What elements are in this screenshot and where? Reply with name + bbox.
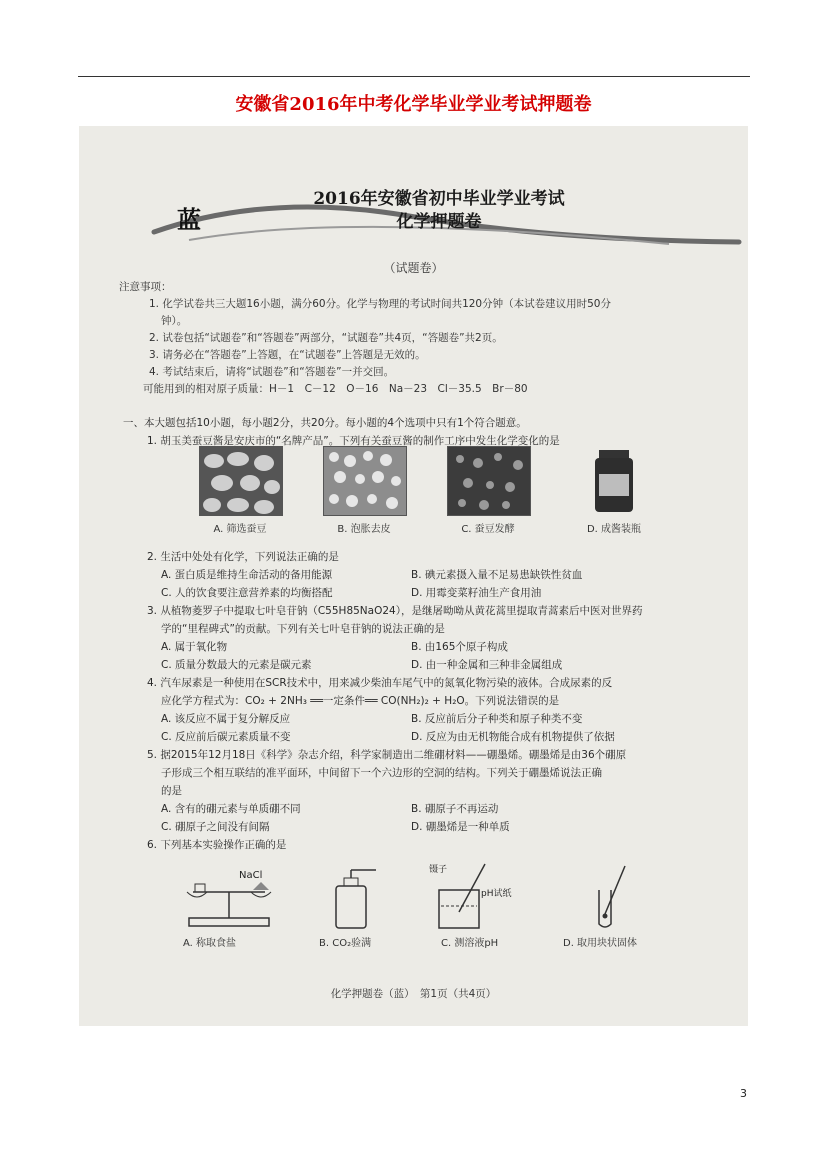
q3-option-d: D. 由一种金属和三种非金属组成 [411,659,563,671]
q2-option-b: B. 碘元素摄入量不足易患缺铁性贫血 [411,569,583,581]
question-6: 6. 下列基本实验操作正确的是 [147,839,287,851]
instruction-item: 3. 请务必在“答题卷”上答题，在“试题卷”上答题是无效的。 [149,349,426,361]
q2-option-c: C. 人的饮食要注意营养素的均衡搭配 [161,587,333,599]
q5-option-a: A. 含有的硼元素与单质硼不同 [161,803,301,815]
q2-option-a: A. 蛋白质是维持生命活动的备用能源 [161,569,333,581]
q6-option-b: B. CO₂验满 [319,938,372,949]
exam-title-line2: 化学押题卷 [396,212,482,232]
q3-option-a: A. 属于氧化物 [161,641,228,653]
q3-options [119,638,731,656]
q3-option-b: B. 由165个原子构成 [411,641,508,653]
beaker-ph-icon [429,862,539,932]
question-4-cont: 应化学方程式为：CO₂ + 2NH₃ ══一定条件══ CO(NH₂)₂ + H₂O。下列说法错误的是 [161,695,560,707]
exam-title-line1: 2016年安徽省初中毕业学业考试 [313,189,565,209]
fermented-beans-photo-icon [447,446,531,516]
beans-photo-icon [199,446,283,516]
q4-option-a: A. 该反应不属于复分解反应 [161,713,291,725]
nacl-annotation: NaCl [239,870,263,881]
q4-options [119,728,731,746]
top-rule [78,76,750,77]
question-5: 5. 据2015年12月18日《科学》杂志介绍，科学家制造出二维硼材料——硼墨烯。硼墨烯是由36个硼原 [147,749,627,761]
exam-subtitle: （试题卷） [383,261,444,275]
test-tube-icon [589,862,649,932]
document-heading: 安徽省2016年中考化学毕业学业考试押题卷 [235,94,592,115]
question-2: 2. 生活中处处有化学，下列说法正确的是 [147,551,339,563]
question-5-cont: 子形成三个相互联结的准平面环，中间留下一个六边形的空洞的结构。下列关于硼墨烯说法正确 [161,767,602,779]
question-4: 4. 汽车尿素是一种使用在SCR技术中，用来减少柴油车尾气中的氮氧化物污染的液体。合成尿素的反 [147,677,613,689]
q5-options [119,800,731,818]
q4-option-d: D. 反应为由无机物能合成有机物提供了依据 [411,731,615,743]
q1-option-a: A. 筛选蚕豆 [213,524,267,535]
exam-header [79,126,748,256]
balance-scale-icon [179,868,279,930]
q5-option-d: D. 硼墨烯是一种单质 [411,821,510,833]
q2-options [119,584,731,602]
q6-option-a: A. 称取食盐 [183,938,237,949]
atomic-masses: 可能用到的相对原子质量：H－1 C－12 O－16 Na－23 Cl－35.5 Br－80 [143,383,528,395]
tweezers-annotation: 镊子 [429,865,448,875]
q3-options [119,656,731,674]
q1-option-b: B. 泡胀去皮 [337,524,391,535]
q6-option-d: D. 取用块状固体 [563,938,638,949]
instructions-label: 注意事项： [119,281,172,293]
question-3: 3. 从植物菱罗子中提取七叶皂苷钠（C55H85NaO24），是继屠呦呦从黄花蒿里提取青蒿素后中医对世界药 [147,605,643,617]
q2-option-d: D. 用霉变菜籽油生产食用油 [411,587,542,599]
q6-diagrams [179,865,699,958]
instruction-item: 1. 化学试卷共三大题16小题，满分60分。化学与物理的考试时间共120分钟（本试卷建议用时50分 [149,298,611,310]
q5-options [119,818,731,836]
scan-footer: 化学押题卷（蓝） 第1页（共4页） [330,988,497,1000]
page-number: 3 [740,1087,747,1100]
question-3-cont: 学的“里程碑式”的贡献。下列有关七叶皂苷钠的说法正确的是 [161,623,445,635]
gas-bottle-icon [324,868,384,930]
q1-option-d: D. 成酱装瓶 [586,524,642,535]
q4-options [119,710,731,728]
q6-option-c: C. 测溶液pH [441,938,499,949]
q2-options [119,566,731,584]
question-5-cont: 的是 [161,785,182,797]
q3-option-c: C. 质量分数最大的元素是碳元素 [161,659,312,671]
q5-option-b: B. 硼原子不再运动 [411,803,499,815]
publisher-logo: 蓝 [177,205,201,234]
q4-option-b: B. 反应前后分子种类和原子种类不变 [411,713,583,725]
q4-option-c: C. 反应前后碳元素质量不变 [161,731,291,743]
section-heading: 一、本大题包括10小题，每小题2分，共20分。每小题的4个选项中只有1个符合题意。 [123,417,527,429]
sauce-jar-photo-icon [573,446,655,514]
instructions [119,279,719,398]
q5-option-c: C. 硼原子之间没有间隔 [161,821,270,833]
instruction-item: 4. 考试结束后，请将“试题卷”和“答题卷”一并交回。 [149,366,395,378]
question-1: 1. 胡玉美蚕豆酱是安庆市的“名牌产品”。下列有关蚕豆酱的制作工序中发生化学变化的是 [147,435,560,447]
q1-photos [197,446,642,546]
ph-paper-annotation: pH试纸 [481,889,512,899]
instruction-item: 2. 试卷包括“试题卷”和“答题卷”两部分，“试题卷”共4页，“答题卷”共2页。 [149,332,503,344]
peeled-beans-photo-icon [323,446,407,516]
q1-option-c: C. 蚕豆发酵 [461,524,515,535]
exam-title [274,188,604,234]
instruction-item: 钟）。 [161,315,188,327]
scanned-exam-page [79,126,748,1026]
